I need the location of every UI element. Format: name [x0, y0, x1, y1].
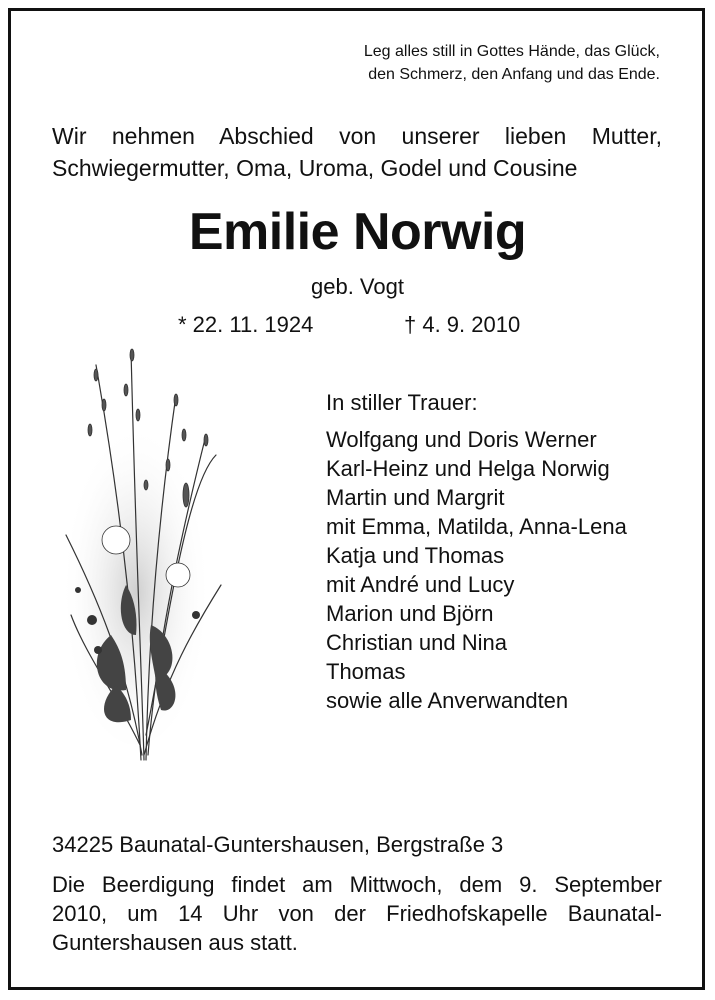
- birth-name: geb. Vogt: [311, 274, 404, 299]
- list-item: mit André und Lucy: [326, 572, 515, 597]
- mourners-list: [326, 388, 627, 715]
- grass-bouquet-icon: [56, 335, 236, 765]
- list-item: mit Emma, Matilda, Anna-Lena: [326, 514, 627, 539]
- funeral-line: Guntershausen aus statt.: [52, 930, 298, 955]
- verse-quote: [364, 40, 660, 86]
- list-item: Martin und Margrit: [326, 485, 505, 510]
- mourners-heading: In stiller Trauer:: [326, 390, 478, 415]
- address: 34225 Baunatal-Guntershausen, Bergstraße 3: [52, 832, 504, 857]
- funeral-notice: [52, 870, 662, 957]
- list-item: Katja und Thomas: [326, 543, 505, 568]
- list-item: Thomas: [326, 659, 406, 684]
- list-item: Marion und Björn: [326, 601, 494, 626]
- list-item: Wolfgang und Doris Werner: [326, 427, 597, 452]
- birth-date: * 22. 11. 1924: [178, 312, 314, 337]
- verse-line: Leg alles still in Gottes Hände, das Glück,: [363, 43, 660, 60]
- intro-text: [52, 120, 662, 184]
- intro-line: Schwiegermutter, Oma, Uroma, Godel und Cousine: [52, 155, 578, 181]
- death-date: † 4. 9. 2010: [404, 312, 521, 337]
- list-item: Christian und Nina: [326, 630, 507, 655]
- deceased-name: Emilie Norwig: [188, 203, 527, 261]
- list-item: sowie alle Anverwandten: [326, 688, 569, 713]
- verse-line: den Schmerz, den Anfang und das Ende.: [368, 66, 660, 83]
- list-item: Karl-Heinz und Helga Norwig: [326, 456, 610, 481]
- funeral-line: Die Beerdigung findet am Mittwoch, dem 9. September: [52, 872, 662, 897]
- intro-line: Wir nehmen Abschied von unserer lieben Mutter,: [52, 123, 662, 149]
- funeral-line: 2010, um 14 Uhr von der Friedhofskapelle Baunatal-: [52, 901, 662, 926]
